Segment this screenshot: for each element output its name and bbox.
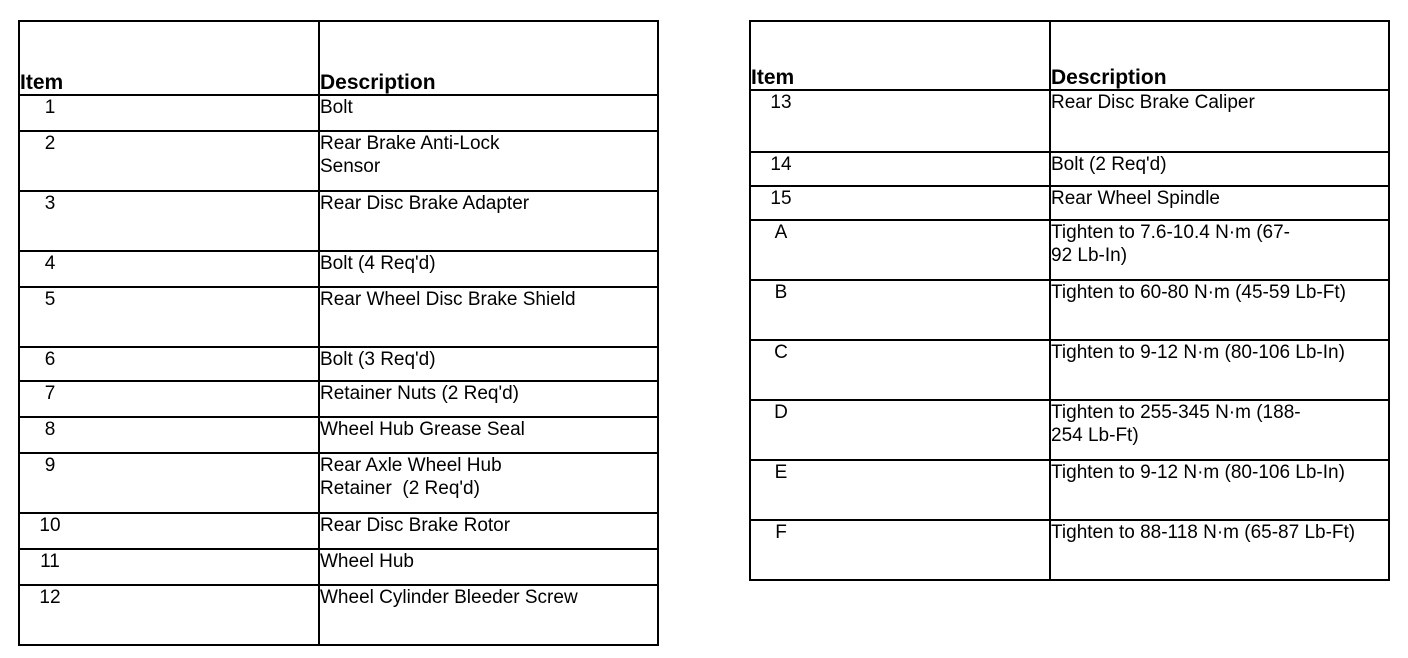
item-number: 9 — [44, 455, 56, 476]
item-number: 6 — [44, 349, 56, 370]
item-description: Rear Disc Brake Caliper — [1050, 90, 1389, 152]
item-column-header: Item — [750, 21, 1050, 90]
item-description: Rear Disc Brake Adapter — [319, 191, 658, 251]
item-description: Rear Wheel Disc Brake Shield — [319, 287, 658, 347]
item-number: 8 — [44, 419, 56, 440]
item-description: Tighten to 88-118 N·m (65-87 Lb-Ft) — [1050, 520, 1389, 580]
item-number: 7 — [44, 383, 56, 404]
item-column-header: Item — [19, 21, 319, 95]
item-number: E — [774, 462, 788, 483]
table-row — [750, 340, 1389, 400]
item-description: Rear Brake Anti-Lock Sensor — [319, 131, 658, 191]
item-description: Bolt — [319, 95, 658, 131]
item-number: D — [774, 402, 788, 423]
item-description: Bolt (2 Req'd) — [1050, 152, 1389, 186]
table-row — [19, 95, 658, 131]
item-description: Tighten to 7.6-10.4 N·m (67-92 Lb-In) — [1050, 220, 1389, 280]
item-number: 1 — [44, 97, 56, 118]
header-row — [750, 21, 1389, 90]
item-description: Tighten to 9-12 N·m (80-106 Lb-In) — [1050, 340, 1389, 400]
item-description: Rear Disc Brake Rotor — [319, 513, 658, 549]
item-description: Tighten to 60-80 N·m (45-59 Lb-Ft) — [1050, 280, 1389, 340]
item-number: 15 — [770, 188, 792, 209]
table-row — [750, 280, 1389, 340]
table-row — [750, 520, 1389, 580]
parts-table-right — [749, 20, 1390, 581]
item-number: 14 — [770, 154, 792, 175]
table-row — [19, 381, 658, 417]
table-row — [19, 417, 658, 453]
table-row — [19, 453, 658, 513]
item-number: B — [774, 282, 788, 303]
item-number: 10 — [39, 515, 61, 536]
table-row — [19, 585, 658, 645]
item-description: Retainer Nuts (2 Req'd) — [319, 381, 658, 417]
table-row — [750, 186, 1389, 220]
item-number: F — [775, 522, 787, 543]
table-row — [750, 90, 1389, 152]
item-number: 12 — [39, 587, 61, 608]
table-row — [19, 513, 658, 549]
item-number: 2 — [44, 133, 56, 154]
table-row — [19, 131, 658, 191]
table-row — [19, 549, 658, 585]
table-row — [19, 347, 658, 381]
description-column-header: Description — [319, 21, 658, 95]
item-description: Rear Wheel Spindle — [1050, 186, 1389, 220]
item-number: C — [774, 342, 788, 363]
table-row — [750, 400, 1389, 460]
table-row — [19, 287, 658, 347]
item-number: 13 — [770, 92, 792, 113]
item-number: 4 — [44, 253, 56, 274]
item-description: Bolt (3 Req'd) — [319, 347, 658, 381]
table-row — [750, 220, 1389, 280]
table-row — [19, 251, 658, 287]
item-description: Wheel Cylinder Bleeder Screw — [319, 585, 658, 645]
table-row — [750, 460, 1389, 520]
item-number: 3 — [44, 193, 56, 214]
description-column-header: Description — [1050, 21, 1389, 90]
table-row — [19, 191, 658, 251]
item-description: Wheel Hub Grease Seal — [319, 417, 658, 453]
item-description: Tighten to 9-12 N·m (80-106 Lb-In) — [1050, 460, 1389, 520]
item-description: Bolt (4 Req'd) — [319, 251, 658, 287]
item-number: 11 — [40, 551, 60, 572]
item-description: Tighten to 255-345 N·m (188-254 Lb-Ft) — [1050, 400, 1389, 460]
item-number: 5 — [44, 289, 56, 310]
item-description: Wheel Hub — [319, 549, 658, 585]
parts-table-left — [18, 20, 659, 646]
item-number: A — [774, 222, 788, 243]
item-description: Rear Axle Wheel Hub Retainer (2 Req'd) — [319, 453, 658, 513]
header-row — [19, 21, 658, 95]
table-row — [750, 152, 1389, 186]
